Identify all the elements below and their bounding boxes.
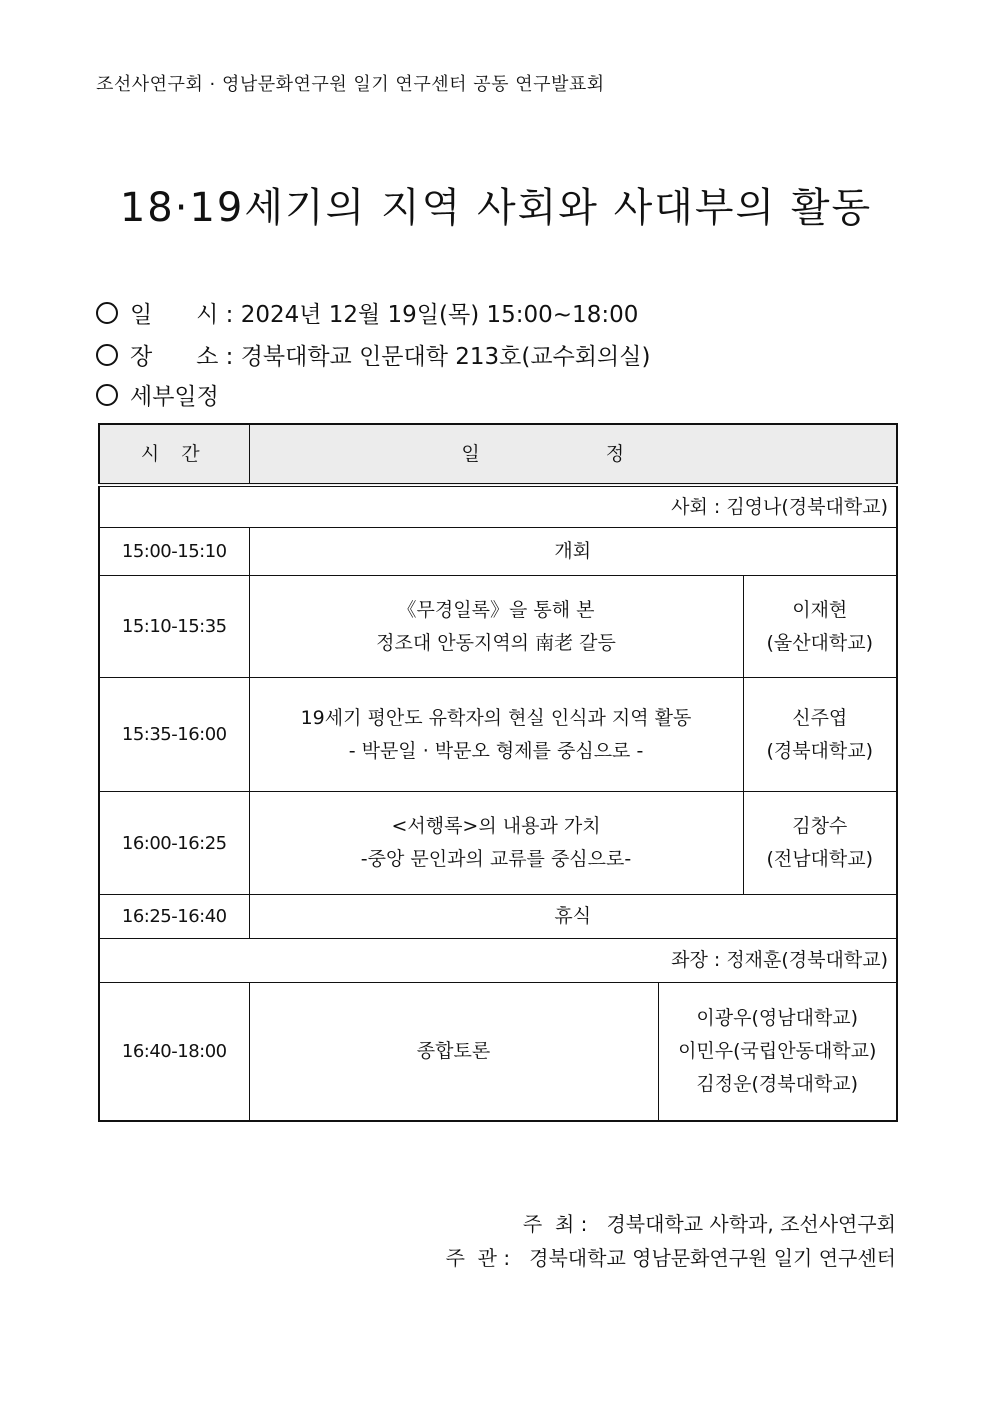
table-row bbox=[99, 792, 897, 895]
time-cell: 15:10-15:35 bbox=[99, 576, 249, 678]
info-date: 일 시 : 2024년 12월 19일(목) 15:00~18:00 bbox=[96, 296, 638, 329]
footer-host: 주 최 : 경북대학교 사학과, 조선사연구회 bbox=[522, 1212, 896, 1236]
column-header-schedule: 일 정 bbox=[249, 424, 897, 485]
circle-bullet-icon bbox=[96, 344, 118, 366]
session-title bbox=[249, 678, 743, 792]
table-row bbox=[99, 895, 897, 939]
circle-bullet-icon bbox=[96, 384, 118, 406]
presenter-affiliation: (울산대학교) bbox=[766, 631, 874, 654]
discussion-row bbox=[99, 983, 897, 1121]
panelist: 이민우(국립안동대학교) bbox=[678, 1039, 877, 1062]
session-title bbox=[249, 792, 743, 895]
title-line-1: 19세기 평안도 유학자의 현실 인식과 지역 활동 bbox=[300, 706, 692, 729]
event-header: 조선사연구회 · 영남문화연구원 일기 연구센터 공동 연구발표회 bbox=[96, 74, 605, 95]
column-header-time: 시 간 bbox=[99, 424, 249, 485]
info-place: 장 소 : 경북대학교 인문대학 213호(교수회의실) bbox=[96, 338, 650, 371]
date-value: 2024년 12월 19일(목) 15:00~18:00 bbox=[240, 302, 639, 328]
place-value: 경북대학교 인문대학 213호(교수회의실) bbox=[240, 344, 651, 370]
time-cell: 16:00-16:25 bbox=[99, 792, 249, 895]
presenter-cell bbox=[743, 678, 897, 792]
time-cell: 15:00-15:10 bbox=[99, 528, 249, 576]
panel-cell bbox=[658, 983, 897, 1121]
chair-note: 좌장 : 정재훈(경북대학교) bbox=[99, 939, 897, 983]
session-title: 휴식 bbox=[249, 895, 897, 939]
discussion-title: 종합토론 bbox=[249, 983, 658, 1121]
title-line-2: 정조대 안동지역의 南老 갈등 bbox=[376, 631, 616, 654]
time-cell: 16:40-18:00 bbox=[99, 983, 249, 1121]
session-title: 개회 bbox=[249, 528, 897, 576]
presenter-name: 김창수 bbox=[792, 815, 848, 837]
footer-organizer: 주 관 : 경북대학교 영남문화연구원 일기 연구센터 bbox=[445, 1246, 896, 1270]
moderator-note: 사회 : 김영나(경북대학교) bbox=[99, 485, 897, 528]
schedule-table bbox=[98, 423, 898, 1122]
table-row bbox=[99, 528, 897, 576]
time-cell: 15:35-16:00 bbox=[99, 678, 249, 792]
page-title: 18·19세기의 지역 사회와 사대부의 활동 bbox=[119, 185, 873, 231]
title-line-1: <서행록>의 내용과 가치 bbox=[391, 815, 601, 837]
presenter-name: 신주엽 bbox=[792, 706, 848, 729]
presenter-cell bbox=[743, 792, 897, 895]
date-label: 일 시 bbox=[130, 302, 219, 328]
panelist: 이광우(영남대학교) bbox=[696, 1006, 859, 1029]
panelist: 김정운(경북대학교) bbox=[696, 1072, 859, 1095]
presenter-affiliation: (전남대학교) bbox=[766, 848, 874, 870]
info-detail bbox=[96, 378, 219, 411]
table-row bbox=[99, 678, 897, 792]
time-cell: 16:25-16:40 bbox=[99, 895, 249, 939]
title-line-2: - 박문일 · 박문오 형제를 중심으로 - bbox=[348, 739, 644, 762]
presenter-name: 이재현 bbox=[792, 598, 848, 621]
moderator-row bbox=[99, 485, 897, 528]
circle-bullet-icon bbox=[96, 302, 118, 324]
session-title bbox=[249, 576, 743, 678]
table-row bbox=[99, 576, 897, 678]
presenter-cell bbox=[743, 576, 897, 678]
title-line-2: -중앙 문인과의 교류를 중심으로- bbox=[360, 848, 632, 870]
place-label: 장 소 bbox=[130, 344, 219, 370]
detail-label: 세부일정 bbox=[130, 384, 219, 410]
chair-row bbox=[99, 939, 897, 983]
presenter-affiliation: (경북대학교) bbox=[766, 739, 874, 762]
table-header-row bbox=[99, 424, 897, 485]
title-line-1: 《무경일록》을 통해 본 bbox=[397, 598, 595, 621]
